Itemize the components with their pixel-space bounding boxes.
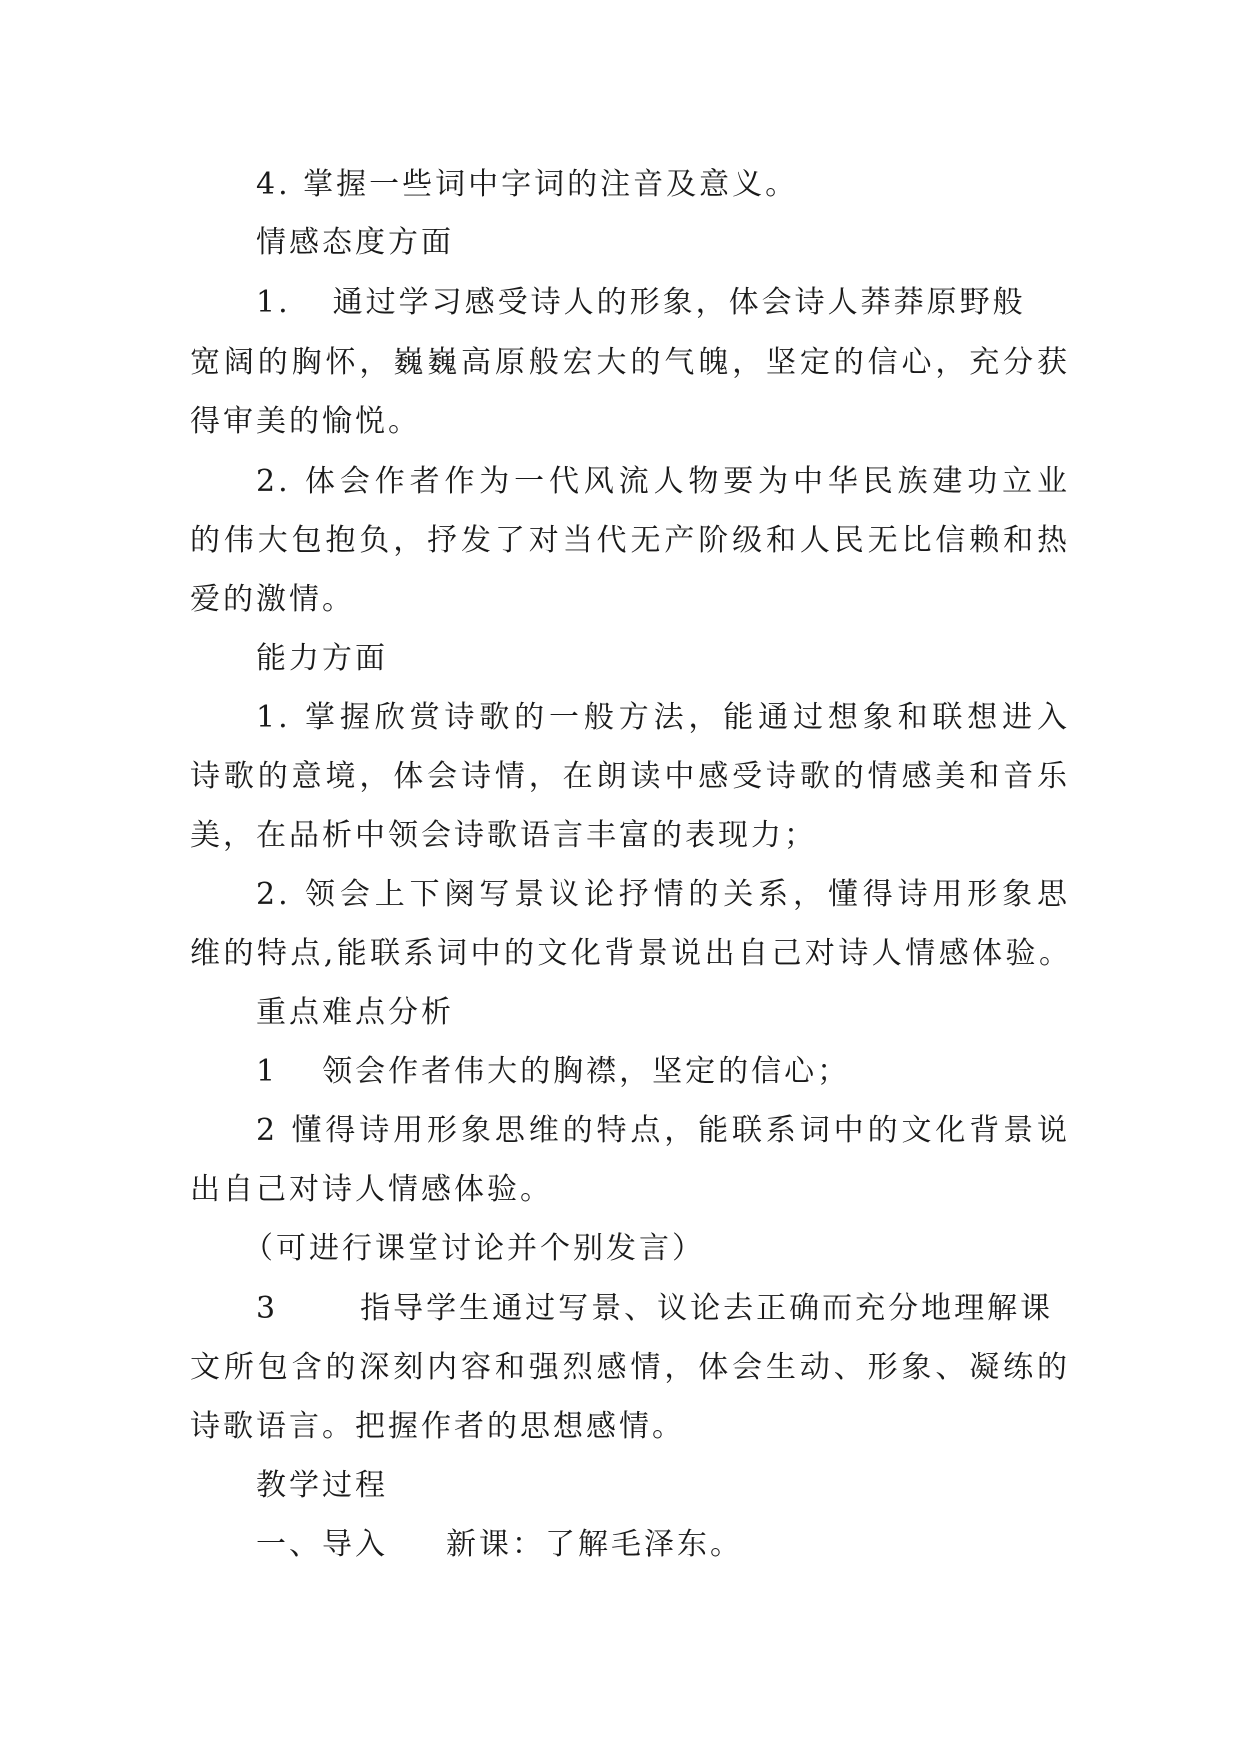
item-number: 1 bbox=[256, 1054, 279, 1089]
key-point-3-line-1 bbox=[256, 1289, 1070, 1329]
section-heading-emotion: 情感态度方面 bbox=[256, 225, 454, 260]
item-text: 通过学习感受诗人的形象，体会诗人莽莽原野般 bbox=[332, 285, 1026, 320]
step-label: 一、导入 bbox=[256, 1527, 388, 1562]
ability-item-2-line-2: 维的特点,能联系词中的文化背景说出自己对诗人情感体验。 bbox=[190, 936, 1070, 971]
emotion-item-2-line-1: 2. 体会作者作为一代风流人物要为中华民族建功立业 bbox=[256, 464, 1070, 499]
key-point-2-line-2: 出自己对诗人情感体验。 bbox=[190, 1172, 553, 1207]
item-number: 3 bbox=[256, 1291, 279, 1326]
section-heading-ability: 能力方面 bbox=[256, 641, 388, 676]
section-heading-process: 教学过程 bbox=[256, 1468, 388, 1503]
ability-item-1-line-1: 1. 掌握欣赏诗歌的一般方法，能通过想象和联想进入 bbox=[256, 700, 1070, 735]
emotion-item-2-line-2: 的伟大包抱负，抒发了对当代无产阶级和人民无比信赖和热 bbox=[190, 523, 1070, 558]
objective-item-4: 4. 掌握一些词中字词的注音及意义。 bbox=[256, 167, 799, 202]
key-point-2-line-1: 2 懂得诗用形象思维的特点，能联系词中的文化背景说 bbox=[256, 1113, 1070, 1148]
ability-item-2-line-1: 2. 领会上下阕写景议论抒情的关系，懂得诗用形象思 bbox=[256, 877, 1070, 912]
item-number: 1. bbox=[256, 285, 291, 320]
key-point-2-note: （可进行课堂讨论并个别发言） bbox=[243, 1231, 705, 1266]
process-step-1 bbox=[256, 1525, 1136, 1565]
ability-item-1-line-3: 美，在品析中领会诗歌语言丰富的表现力； bbox=[190, 818, 817, 853]
key-point-3-line-2: 文所包含的深刻内容和强烈感情，体会生动、形象、凝练的 bbox=[190, 1350, 1070, 1385]
section-heading-key-points: 重点难点分析 bbox=[256, 995, 454, 1030]
ability-item-1-line-2: 诗歌的意境，体会诗情，在朗读中感受诗歌的情感美和音乐 bbox=[190, 759, 1070, 794]
key-point-3-line-3: 诗歌语言。把握作者的思想感情。 bbox=[190, 1409, 685, 1444]
item-text: 领会作者伟大的胸襟，坚定的信心； bbox=[322, 1054, 851, 1089]
step-text: 新课：了解毛泽东。 bbox=[446, 1527, 743, 1562]
key-point-1 bbox=[256, 1052, 1136, 1092]
emotion-item-2-line-3: 爱的激情。 bbox=[190, 582, 355, 617]
emotion-item-1-line-1 bbox=[256, 283, 1070, 323]
emotion-item-1-line-2: 宽阔的胸怀，巍巍高原般宏大的气魄，坚定的信心，充分获 bbox=[190, 345, 1070, 380]
item-text: 指导学生通过写景、议论去正确而充分地理解课 bbox=[360, 1291, 1054, 1326]
emotion-item-1-line-3: 得审美的愉悦。 bbox=[190, 404, 421, 439]
